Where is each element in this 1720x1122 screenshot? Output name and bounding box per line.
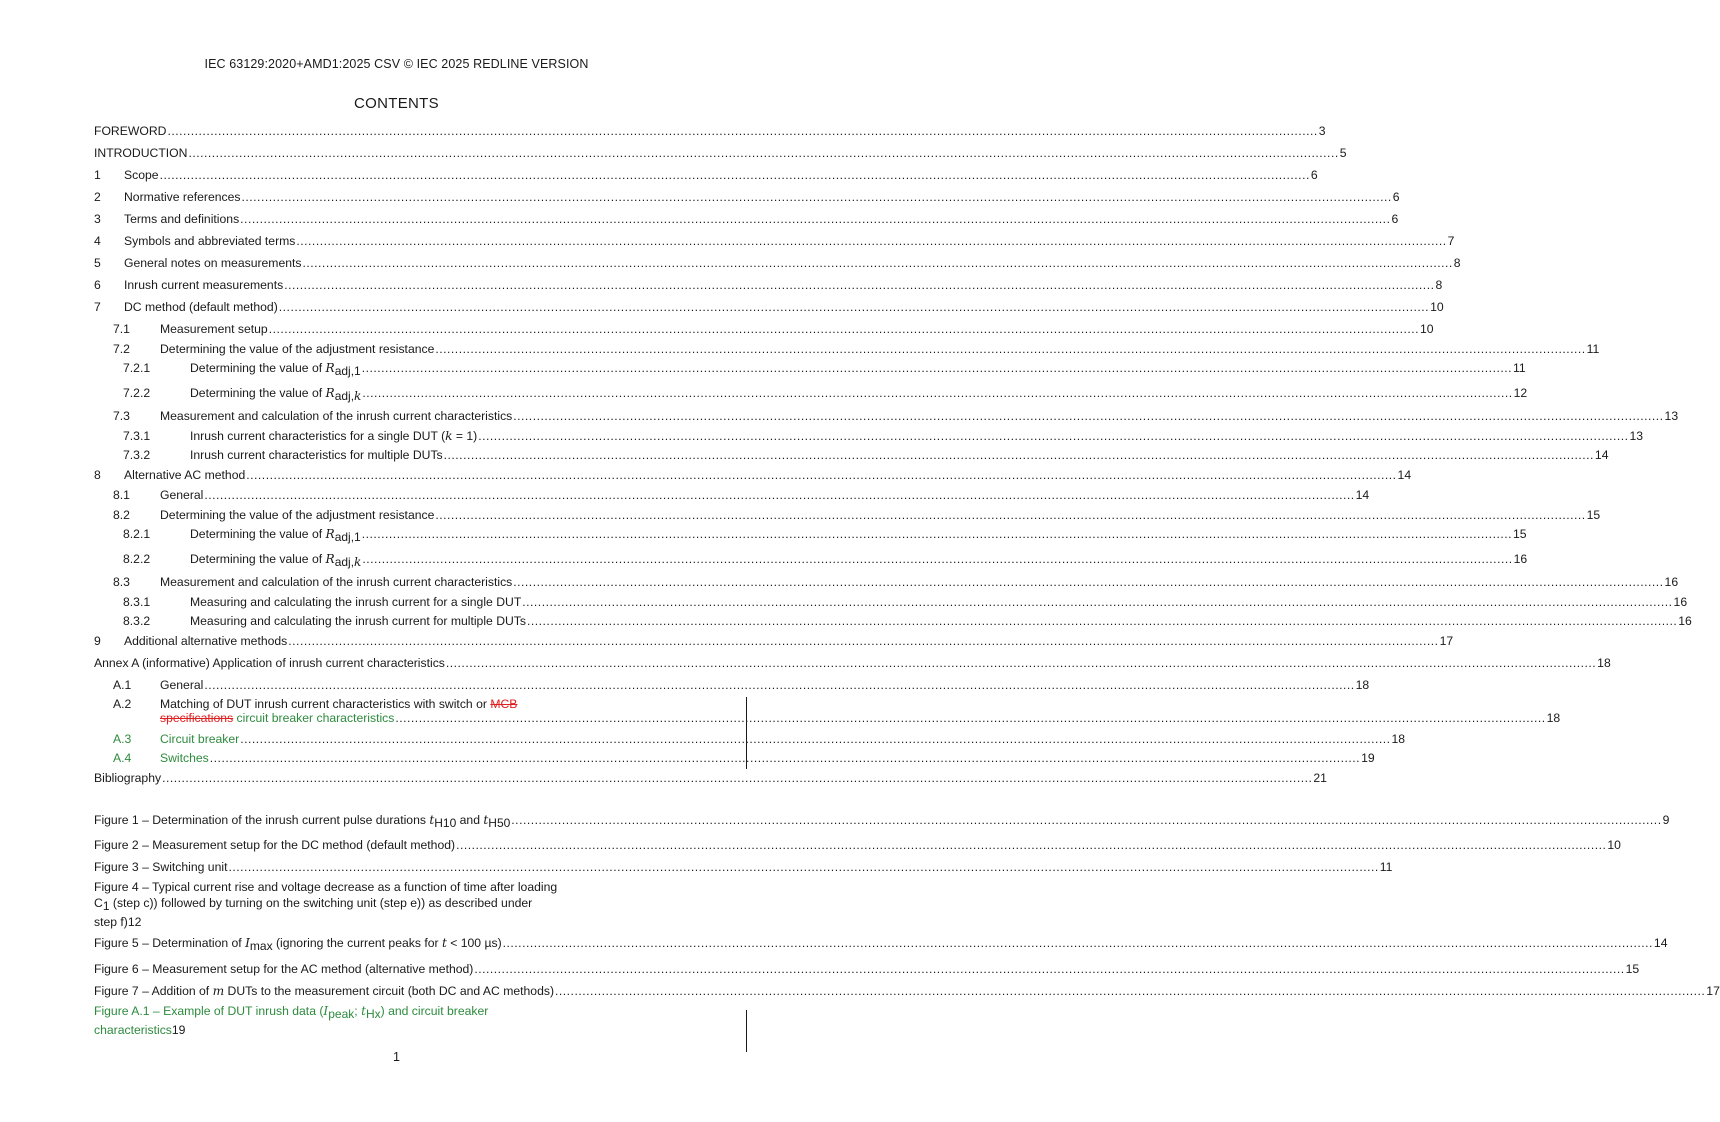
page-number: 1	[393, 1050, 400, 1064]
deleted-text: specifications	[160, 711, 234, 725]
toc-7-3-1[interactable]: 7.3.1 Inrush current characteristics for a single DUT (k = 1) ..... 13	[94, 429, 698, 448]
toc-a-1[interactable]: A.1 General ..... 18	[94, 678, 698, 697]
toc-general-notes[interactable]: 5 General notes on measurements ..... 8	[94, 256, 698, 278]
figure-7-entry[interactable]: Figure 7 – Addition of m DUTs to the measurement circuit (both DC and AC methods) ..... 17	[94, 984, 698, 1004]
toc-8-3-2[interactable]: 8.3.2 Measuring and calculating the inrush current for multiple DUTs ..... 16	[94, 614, 698, 634]
toc-introduction[interactable]: INTRODUCTION ..... 5	[94, 146, 698, 168]
toc-7-3[interactable]: 7.3 Measurement and calculation of the inrush current characteristics ..... 13	[94, 409, 698, 429]
toc-8-2[interactable]: 8.2 Determining the value of the adjustment resistance ..... 15	[94, 508, 698, 527]
toc-foreword[interactable]: FOREWORD ..... 3	[94, 124, 698, 146]
deleted-text: MCB	[490, 697, 518, 711]
contents-title: CONTENTS	[354, 95, 439, 112]
toc-scope[interactable]: 1 Scope ..... 6	[94, 168, 698, 190]
toc-7-3-2[interactable]: 7.3.2 Inrush current characteristics for multiple DUTs ..... 14	[94, 448, 698, 468]
toc-dc-method[interactable]: 7 DC method (default method) ..... 10	[94, 300, 698, 322]
toc-a-4[interactable]: A.4 Switches ..... 19	[94, 751, 698, 771]
toc-8-3-1[interactable]: 8.3.1 Measuring and calculating the inrush current for a single DUT ..... 16	[94, 595, 698, 614]
figure-6-entry[interactable]: Figure 6 – Measurement setup for the AC method (alternative method) ..... 15	[94, 962, 698, 984]
toc-a-2[interactable]: A.2 Matching of DUT inrush current characteristics with switch or MCB specifications circuit breaker characteristics ..... 18	[94, 697, 698, 732]
figure-3-entry[interactable]: Figure 3 – Switching unit ..... 11	[94, 860, 698, 880]
figure-5-entry[interactable]: Figure 5 – Determination of Imax (ignoring the current peaks for t < 100 µs) ..... 14	[94, 936, 698, 962]
toc-terms-definitions[interactable]: 3 Terms and definitions ..... 6	[94, 212, 698, 234]
table-of-contents	[94, 124, 1720, 1040]
change-bar	[746, 697, 747, 769]
inserted-text: circuit breaker characteristics	[233, 711, 395, 725]
toc-bibliography[interactable]: Bibliography ..... 21	[94, 771, 698, 813]
toc-a-3[interactable]: A.3 Circuit breaker ..... 18	[94, 732, 698, 751]
figure-1-entry[interactable]: Figure 1 – Determination of the inrush current pulse durations tH10 and tH50 ..... 9	[94, 813, 698, 838]
toc-7-2-2[interactable]: 7.2.2 Determining the value of Radj,k ..... 12	[94, 386, 698, 409]
change-bar	[746, 1010, 747, 1052]
figure-a1-entry[interactable]: Figure A.1 – Example of DUT inrush data (Ipeak; tHx) and circuit breaker characteristics 19	[94, 1004, 489, 1037]
toc-annex-a[interactable]: Annex A (informative) Application of inrush current characteristics ..... 18	[94, 656, 698, 678]
document-header: IEC 63129:2020+AMD1:2025 CSV © IEC 2025 REDLINE VERSION	[204, 57, 589, 71]
toc-8-2-1[interactable]: 8.2.1 Determining the value of Radj,1 ..... 15	[94, 527, 698, 552]
figure-4-entry[interactable]: Figure 4 – Typical current rise and voltage decrease as a function of time after loading C1 (step c)) followed by turning on the switching unit (step e)) as described under step f) 12	[94, 880, 558, 929]
figure-2-entry[interactable]: Figure 2 – Measurement setup for the DC method (default method) ..... 10	[94, 838, 698, 860]
toc-8-2-2[interactable]: 8.2.2 Determining the value of Radj,k ..... 16	[94, 552, 698, 575]
toc-normative-references[interactable]: 2 Normative references ..... 6	[94, 190, 698, 212]
toc-ac-method[interactable]: 8 Alternative AC method ..... 14	[94, 468, 698, 488]
toc-symbols[interactable]: 4 Symbols and abbreviated terms ..... 7	[94, 234, 698, 256]
toc-8-3[interactable]: 8.3 Measurement and calculation of the inrush current characteristics ..... 16	[94, 575, 698, 595]
toc-7-2[interactable]: 7.2 Determining the value of the adjustment resistance ..... 11	[94, 342, 698, 361]
toc-inrush-measurements[interactable]: 6 Inrush current measurements ..... 8	[94, 278, 698, 300]
toc-8-1[interactable]: 8.1 General ..... 14	[94, 488, 698, 508]
toc-7-2-1[interactable]: 7.2.1 Determining the value of Radj,1 ..... 11	[94, 361, 698, 386]
toc-7-1[interactable]: 7.1 Measurement setup ..... 10	[94, 322, 698, 342]
toc-additional-methods[interactable]: 9 Additional alternative methods ..... 17	[94, 634, 698, 656]
